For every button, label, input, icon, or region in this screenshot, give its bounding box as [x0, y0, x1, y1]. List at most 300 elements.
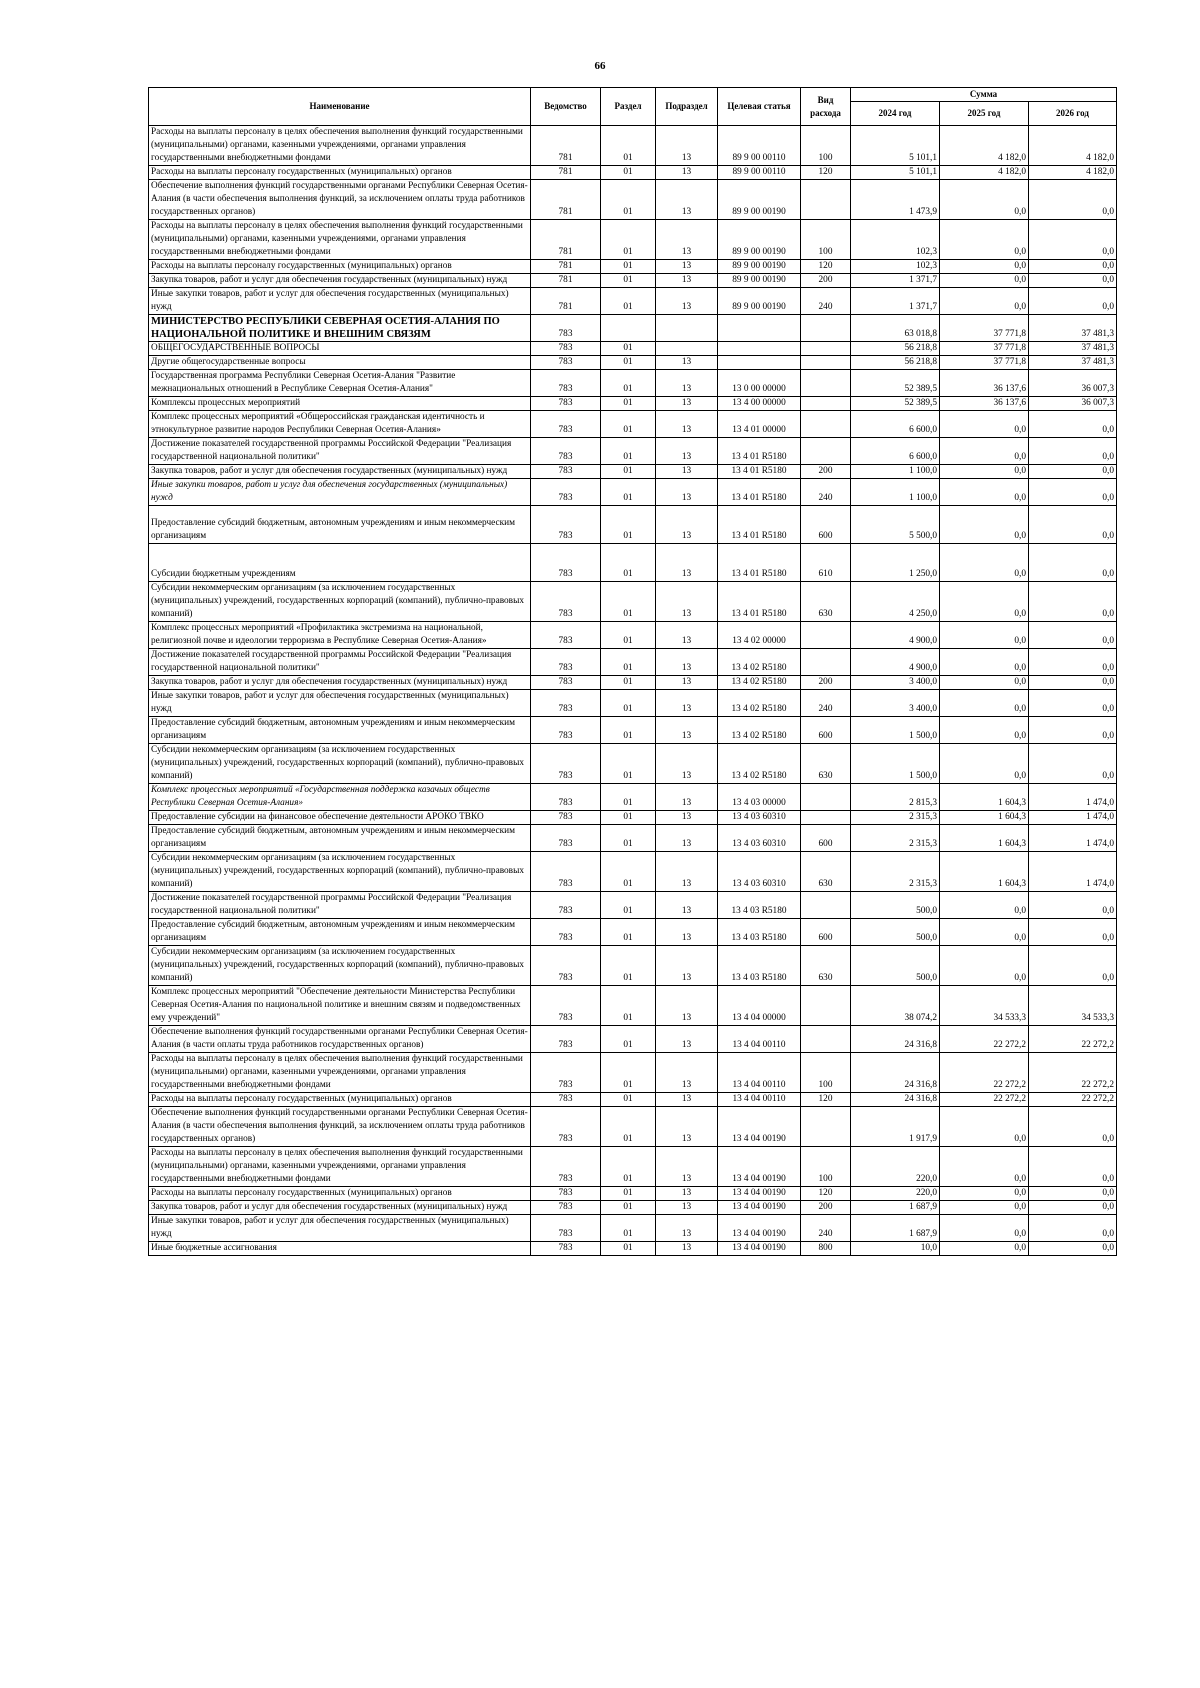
row-target: 89 9 00 00190 [718, 180, 801, 220]
row-section: 01 [601, 1053, 656, 1093]
row-sum-2026: 36 007,3 [1029, 370, 1117, 397]
row-sum-2024: 2 815,3 [851, 784, 940, 811]
row-subsection: 13 [656, 986, 718, 1026]
row-sum-2025: 0,0 [940, 180, 1029, 220]
row-kind: 800 [801, 1242, 851, 1256]
row-name: Комплексы процессных мероприятий [149, 397, 531, 411]
row-dept: 783 [531, 1147, 601, 1187]
row-sum-2026: 0,0 [1029, 274, 1117, 288]
row-subsection: 13 [656, 126, 718, 166]
row-name: Достижение показателей государственной программы Российской Федерации "Реализация государственной национальной политики" [149, 649, 531, 676]
row-kind: 100 [801, 126, 851, 166]
row-target: 13 4 00 00000 [718, 397, 801, 411]
row-kind: 240 [801, 690, 851, 717]
row-sum-2025: 36 137,6 [940, 370, 1029, 397]
row-target: 89 9 00 00190 [718, 274, 801, 288]
table-row [149, 811, 1117, 825]
row-sum-2024: 220,0 [851, 1147, 940, 1187]
row-sum-2025: 0,0 [940, 1107, 1029, 1147]
row-sum-2026: 0,0 [1029, 649, 1117, 676]
row-kind [801, 411, 851, 438]
table-row [149, 1201, 1117, 1215]
row-sum-2026: 0,0 [1029, 676, 1117, 690]
row-sum-2026: 0,0 [1029, 260, 1117, 274]
row-sum-2024: 1 371,7 [851, 274, 940, 288]
table-row [149, 356, 1117, 370]
row-subsection: 13 [656, 1093, 718, 1107]
row-name: Обеспечение выполнения функций государственными органами Республики Северная Осетия-Алания (в части обеспечения выполнения функций, за исключением оплаты труда работников государственных органов) [149, 1107, 531, 1147]
header-2025: 2025 год [940, 102, 1029, 126]
row-sum-2025: 0,0 [940, 1187, 1029, 1201]
row-name: Субсидии бюджетным учреждениям [149, 544, 531, 582]
row-section: 01 [601, 892, 656, 919]
row-name: Расходы на выплаты персоналу в целях обеспечения выполнения функций государственными (муниципальными) органами, казенными учреждениями, органами управления государственными внебюджетными фондами [149, 220, 531, 260]
header-section: Раздел [601, 88, 656, 126]
row-kind [801, 892, 851, 919]
row-subsection: 13 [656, 811, 718, 825]
row-sum-2025: 0,0 [940, 1147, 1029, 1187]
row-sum-2026: 0,0 [1029, 622, 1117, 649]
row-section: 01 [601, 180, 656, 220]
row-sum-2025: 0,0 [940, 676, 1029, 690]
row-dept: 783 [531, 784, 601, 811]
row-dept: 783 [531, 892, 601, 919]
row-target: 13 4 04 00190 [718, 1242, 801, 1256]
row-section: 01 [601, 690, 656, 717]
row-dept: 781 [531, 260, 601, 274]
table-header [149, 88, 1117, 126]
row-section: 01 [601, 370, 656, 397]
row-target: 13 4 04 00190 [718, 1201, 801, 1215]
row-name: Предоставление субсидий бюджетным, автономным учреждениям и иным некоммерческим организациям [149, 506, 531, 544]
row-dept: 783 [531, 744, 601, 784]
row-kind: 630 [801, 582, 851, 622]
row-target: 13 4 04 00110 [718, 1026, 801, 1053]
row-target: 89 9 00 00190 [718, 288, 801, 315]
row-sum-2026: 0,0 [1029, 919, 1117, 946]
row-target: 89 9 00 00190 [718, 260, 801, 274]
row-subsection: 13 [656, 465, 718, 479]
row-kind [801, 649, 851, 676]
table-row [149, 544, 1117, 582]
row-dept: 783 [531, 690, 601, 717]
table-row [149, 1187, 1117, 1201]
row-section: 01 [601, 288, 656, 315]
row-kind [801, 1026, 851, 1053]
table-row [149, 465, 1117, 479]
table-row [149, 479, 1117, 506]
table-row [149, 649, 1117, 676]
row-section: 01 [601, 126, 656, 166]
row-section: 01 [601, 397, 656, 411]
row-kind: 610 [801, 544, 851, 582]
table-row [149, 315, 1117, 342]
row-sum-2024: 1 687,9 [851, 1201, 940, 1215]
row-dept: 783 [531, 1053, 601, 1093]
header-dept: Ведомство [531, 88, 601, 126]
row-subsection: 13 [656, 744, 718, 784]
row-subsection: 13 [656, 397, 718, 411]
row-name: Закупка товаров, работ и услуг для обеспечения государственных (муниципальных) нужд [149, 274, 531, 288]
header-subsection: Подраздел [656, 88, 718, 126]
row-dept: 783 [531, 676, 601, 690]
row-subsection: 13 [656, 919, 718, 946]
row-kind: 600 [801, 506, 851, 544]
row-target: 13 4 03 R5180 [718, 919, 801, 946]
row-section: 01 [601, 260, 656, 274]
row-dept: 783 [531, 919, 601, 946]
row-target: 13 4 03 60310 [718, 825, 801, 852]
header-kind: Вид расхода [801, 88, 851, 126]
table-body [149, 126, 1117, 1256]
row-subsection: 13 [656, 1107, 718, 1147]
table-row [149, 274, 1117, 288]
row-sum-2026: 0,0 [1029, 892, 1117, 919]
table-row [149, 370, 1117, 397]
table-row [149, 260, 1117, 274]
row-target: 13 4 01 R5180 [718, 438, 801, 465]
row-subsection: 13 [656, 1026, 718, 1053]
row-sum-2025: 0,0 [940, 274, 1029, 288]
row-name: Расходы на выплаты персоналу государственных (муниципальных) органов [149, 1093, 531, 1107]
row-kind: 120 [801, 1093, 851, 1107]
row-subsection: 13 [656, 180, 718, 220]
row-sum-2025: 37 771,8 [940, 315, 1029, 342]
row-kind [801, 356, 851, 370]
row-subsection: 13 [656, 220, 718, 260]
row-target: 89 9 00 00190 [718, 220, 801, 260]
row-target [718, 342, 801, 356]
row-section: 01 [601, 649, 656, 676]
table-row [149, 166, 1117, 180]
row-section: 01 [601, 1107, 656, 1147]
row-sum-2026: 37 481,3 [1029, 315, 1117, 342]
row-sum-2024: 2 315,3 [851, 852, 940, 892]
table-row [149, 220, 1117, 260]
table-row [149, 1026, 1117, 1053]
row-section: 01 [601, 1026, 656, 1053]
row-sum-2024: 24 316,8 [851, 1053, 940, 1093]
row-dept: 783 [531, 397, 601, 411]
row-sum-2025: 0,0 [940, 690, 1029, 717]
row-sum-2025: 4 182,0 [940, 166, 1029, 180]
table-row [149, 411, 1117, 438]
row-sum-2025: 4 182,0 [940, 126, 1029, 166]
table-row [149, 180, 1117, 220]
row-section: 01 [601, 744, 656, 784]
row-target: 13 4 04 00190 [718, 1187, 801, 1201]
row-name: Субсидии некоммерческим организациям (за исключением государственных (муниципальных) учреждений, государственных корпораций (компаний), публично-правовых компаний) [149, 946, 531, 986]
row-dept: 783 [531, 1026, 601, 1053]
row-section: 01 [601, 465, 656, 479]
row-name: Достижение показателей государственной программы Российской Федерации "Реализация государственной национальной политики" [149, 892, 531, 919]
row-target: 13 4 01 00000 [718, 411, 801, 438]
row-sum-2026: 0,0 [1029, 1215, 1117, 1242]
row-dept: 783 [531, 438, 601, 465]
row-target: 13 4 02 00000 [718, 622, 801, 649]
row-sum-2026: 36 007,3 [1029, 397, 1117, 411]
row-dept: 783 [531, 1093, 601, 1107]
row-section [601, 315, 656, 342]
row-name: Комплекс процессных мероприятий "Обеспечение деятельности Министерства Республики Северная Осетия-Алания по национальной политике и внешним связям и подведомственных ему учреждений" [149, 986, 531, 1026]
row-sum-2024: 2 315,3 [851, 825, 940, 852]
row-kind [801, 1107, 851, 1147]
row-sum-2026: 22 272,2 [1029, 1053, 1117, 1093]
row-subsection [656, 315, 718, 342]
table-row [149, 919, 1117, 946]
row-sum-2025: 0,0 [940, 717, 1029, 744]
row-name: Предоставление субсидий бюджетным, автономным учреждениям и иным некоммерческим организациям [149, 717, 531, 744]
row-sum-2024: 5 500,0 [851, 506, 940, 544]
page-number: 66 [594, 60, 606, 72]
row-section: 01 [601, 1201, 656, 1215]
row-section: 01 [601, 986, 656, 1026]
row-kind [801, 370, 851, 397]
row-target: 13 4 04 00190 [718, 1215, 801, 1242]
row-dept: 783 [531, 1201, 601, 1215]
table-row [149, 126, 1117, 166]
row-subsection: 13 [656, 1215, 718, 1242]
row-dept: 783 [531, 315, 601, 342]
row-sum-2026: 0,0 [1029, 1147, 1117, 1187]
row-section: 01 [601, 342, 656, 356]
row-sum-2026: 0,0 [1029, 946, 1117, 986]
row-sum-2025: 22 272,2 [940, 1053, 1029, 1093]
row-kind [801, 986, 851, 1026]
row-dept: 783 [531, 811, 601, 825]
row-name: Обеспечение выполнения функций государственными органами Республики Северная Осетия-Алания (в части обеспечения выполнения функций, за исключением оплаты труда работников государственных органов) [149, 180, 531, 220]
row-sum-2024: 1 100,0 [851, 479, 940, 506]
table-row [149, 690, 1117, 717]
row-sum-2025: 37 771,8 [940, 342, 1029, 356]
row-dept: 783 [531, 852, 601, 892]
row-section: 01 [601, 946, 656, 986]
row-kind: 630 [801, 744, 851, 784]
row-sum-2024: 56 218,8 [851, 356, 940, 370]
row-sum-2024: 1 917,9 [851, 1107, 940, 1147]
table-row [149, 986, 1117, 1026]
row-name: ОБЩЕГОСУДАРСТВЕННЫЕ ВОПРОСЫ [149, 342, 531, 356]
row-sum-2025: 0,0 [940, 544, 1029, 582]
row-kind [801, 811, 851, 825]
row-dept: 783 [531, 506, 601, 544]
row-kind: 200 [801, 676, 851, 690]
row-subsection: 13 [656, 622, 718, 649]
row-target: 13 4 04 00190 [718, 1107, 801, 1147]
row-sum-2024: 6 600,0 [851, 438, 940, 465]
row-sum-2025: 0,0 [940, 288, 1029, 315]
row-sum-2025: 0,0 [940, 479, 1029, 506]
row-target: 13 4 04 00110 [718, 1053, 801, 1093]
row-kind: 120 [801, 1187, 851, 1201]
budget-table [148, 87, 1117, 1256]
row-subsection: 13 [656, 649, 718, 676]
row-sum-2026: 0,0 [1029, 544, 1117, 582]
row-name: Субсидии некоммерческим организациям (за исключением государственных (муниципальных) учреждений, государственных корпораций (компаний), публично-правовых компаний) [149, 852, 531, 892]
row-dept: 783 [531, 1215, 601, 1242]
row-sum-2025: 1 604,3 [940, 811, 1029, 825]
row-target: 13 4 02 R5180 [718, 649, 801, 676]
row-section: 01 [601, 1187, 656, 1201]
row-subsection: 13 [656, 1201, 718, 1215]
table-row [149, 622, 1117, 649]
table-row [149, 1053, 1117, 1093]
row-kind: 100 [801, 1053, 851, 1093]
row-sum-2026: 37 481,3 [1029, 342, 1117, 356]
row-kind: 200 [801, 274, 851, 288]
row-dept: 783 [531, 649, 601, 676]
row-subsection: 13 [656, 717, 718, 744]
row-dept: 783 [531, 622, 601, 649]
row-target: 13 4 04 00000 [718, 986, 801, 1026]
row-name: Обеспечение выполнения функций государственными органами Республики Северная Осетия-Алания (в части оплаты труда работников государственных органов) [149, 1026, 531, 1053]
row-name: Закупка товаров, работ и услуг для обеспечения государственных (муниципальных) нужд [149, 676, 531, 690]
row-sum-2026: 0,0 [1029, 1242, 1117, 1256]
row-name: Закупка товаров, работ и услуг для обеспечения государственных (муниципальных) нужд [149, 1201, 531, 1215]
row-subsection [656, 342, 718, 356]
row-sum-2025: 0,0 [940, 892, 1029, 919]
row-dept: 781 [531, 180, 601, 220]
header-name: Наименование [149, 88, 531, 126]
row-section: 01 [601, 356, 656, 370]
row-section: 01 [601, 784, 656, 811]
row-kind: 120 [801, 260, 851, 274]
row-sum-2026: 34 533,3 [1029, 986, 1117, 1026]
row-sum-2026: 0,0 [1029, 220, 1117, 260]
row-name: Иные закупки товаров, работ и услуг для обеспечения государственных (муниципальных) нужд [149, 1215, 531, 1242]
row-sum-2024: 500,0 [851, 946, 940, 986]
table-row [149, 717, 1117, 744]
row-sum-2026: 0,0 [1029, 1187, 1117, 1201]
table-row [149, 1215, 1117, 1242]
row-kind: 600 [801, 825, 851, 852]
row-sum-2024: 24 316,8 [851, 1026, 940, 1053]
row-sum-2024: 102,3 [851, 220, 940, 260]
row-subsection: 13 [656, 356, 718, 370]
row-name: Достижение показателей государственной программы Российской Федерации "Реализация государственной национальной политики" [149, 438, 531, 465]
row-sum-2026: 0,0 [1029, 465, 1117, 479]
row-sum-2025: 1 604,3 [940, 825, 1029, 852]
row-kind [801, 397, 851, 411]
row-subsection: 13 [656, 166, 718, 180]
row-target: 13 4 03 R5180 [718, 946, 801, 986]
row-sum-2025: 0,0 [940, 744, 1029, 784]
row-target: 89 9 00 00110 [718, 166, 801, 180]
row-name: Субсидии некоммерческим организациям (за исключением государственных (муниципальных) учреждений, государственных корпораций (компаний), публично-правовых компаний) [149, 744, 531, 784]
row-dept: 783 [531, 479, 601, 506]
row-section: 01 [601, 825, 656, 852]
row-name: Иные закупки товаров, работ и услуг для обеспечения государственных (муниципальных) нужд [149, 288, 531, 315]
row-subsection: 13 [656, 288, 718, 315]
row-dept: 783 [531, 582, 601, 622]
row-section: 01 [601, 1215, 656, 1242]
row-target: 13 4 01 R5180 [718, 582, 801, 622]
row-name: Расходы на выплаты персоналу в целях обеспечения выполнения функций государственными (муниципальными) органами, казенными учреждениями, органами управления государственными внебюджетными фондами [149, 1147, 531, 1187]
row-sum-2025: 37 771,8 [940, 356, 1029, 370]
row-section: 01 [601, 582, 656, 622]
row-subsection: 13 [656, 1147, 718, 1187]
row-dept: 783 [531, 825, 601, 852]
row-sum-2025: 1 604,3 [940, 852, 1029, 892]
row-dept: 783 [531, 342, 601, 356]
row-section: 01 [601, 622, 656, 649]
row-sum-2026: 0,0 [1029, 411, 1117, 438]
row-sum-2024: 52 389,5 [851, 397, 940, 411]
table-row [149, 582, 1117, 622]
row-section: 01 [601, 919, 656, 946]
row-sum-2026: 0,0 [1029, 438, 1117, 465]
row-sum-2026: 22 272,2 [1029, 1026, 1117, 1053]
row-sum-2025: 22 272,2 [940, 1026, 1029, 1053]
row-sum-2024: 5 101,1 [851, 166, 940, 180]
row-dept: 783 [531, 946, 601, 986]
row-name: Расходы на выплаты персоналу государственных (муниципальных) органов [149, 1187, 531, 1201]
table-row [149, 1093, 1117, 1107]
row-name: Другие общегосударственные вопросы [149, 356, 531, 370]
row-sum-2026: 0,0 [1029, 582, 1117, 622]
row-sum-2024: 52 389,5 [851, 370, 940, 397]
table-row [149, 744, 1117, 784]
row-dept: 783 [531, 1242, 601, 1256]
row-dept: 783 [531, 411, 601, 438]
row-sum-2025: 0,0 [940, 919, 1029, 946]
row-sum-2024: 3 400,0 [851, 676, 940, 690]
row-sum-2025: 34 533,3 [940, 986, 1029, 1026]
row-kind: 200 [801, 465, 851, 479]
table-row [149, 1107, 1117, 1147]
row-name: Предоставление субсидий бюджетным, автономным учреждениям и иным некоммерческим организациям [149, 825, 531, 852]
row-kind: 200 [801, 1201, 851, 1215]
table-row [149, 852, 1117, 892]
row-dept: 783 [531, 1187, 601, 1201]
row-target: 13 4 01 R5180 [718, 506, 801, 544]
row-kind [801, 622, 851, 649]
row-kind [801, 180, 851, 220]
row-kind: 120 [801, 166, 851, 180]
row-kind [801, 342, 851, 356]
row-sum-2026: 1 474,0 [1029, 811, 1117, 825]
row-subsection: 13 [656, 260, 718, 274]
row-section: 01 [601, 166, 656, 180]
row-name: Комплекс процессных мероприятий «Профилактика экстремизма на национальной, религиозной почве и идеологии терроризма в Республике Северная Осетия-Алания» [149, 622, 531, 649]
row-target: 13 4 01 R5180 [718, 479, 801, 506]
row-name: Иные закупки товаров, работ и услуг для обеспечения государственных (муниципальных) нужд [149, 690, 531, 717]
row-subsection: 13 [656, 544, 718, 582]
row-sum-2025: 22 272,2 [940, 1093, 1029, 1107]
table-row [149, 342, 1117, 356]
row-name: Расходы на выплаты персоналу государственных (муниципальных) органов [149, 260, 531, 274]
row-subsection: 13 [656, 825, 718, 852]
row-sum-2025: 0,0 [940, 465, 1029, 479]
row-sum-2025: 0,0 [940, 506, 1029, 544]
row-sum-2025: 0,0 [940, 622, 1029, 649]
row-name: Расходы на выплаты персоналу в целях обеспечения выполнения функций государственными (муниципальными) органами, казенными учреждениями, органами управления государственными внебюджетными фондами [149, 126, 531, 166]
row-section: 01 [601, 676, 656, 690]
row-subsection: 13 [656, 784, 718, 811]
row-sum-2024: 63 018,8 [851, 315, 940, 342]
row-subsection: 13 [656, 676, 718, 690]
row-subsection: 13 [656, 438, 718, 465]
row-subsection: 13 [656, 411, 718, 438]
row-subsection: 13 [656, 479, 718, 506]
row-sum-2025: 0,0 [940, 946, 1029, 986]
row-target: 13 0 00 00000 [718, 370, 801, 397]
row-sum-2026: 0,0 [1029, 717, 1117, 744]
row-target [718, 315, 801, 342]
row-sum-2024: 6 600,0 [851, 411, 940, 438]
row-name: Расходы на выплаты персоналу государственных (муниципальных) органов [149, 166, 531, 180]
row-name: Предоставление субсидии на финансовое обеспечение деятельности АРОКО ТВКО [149, 811, 531, 825]
